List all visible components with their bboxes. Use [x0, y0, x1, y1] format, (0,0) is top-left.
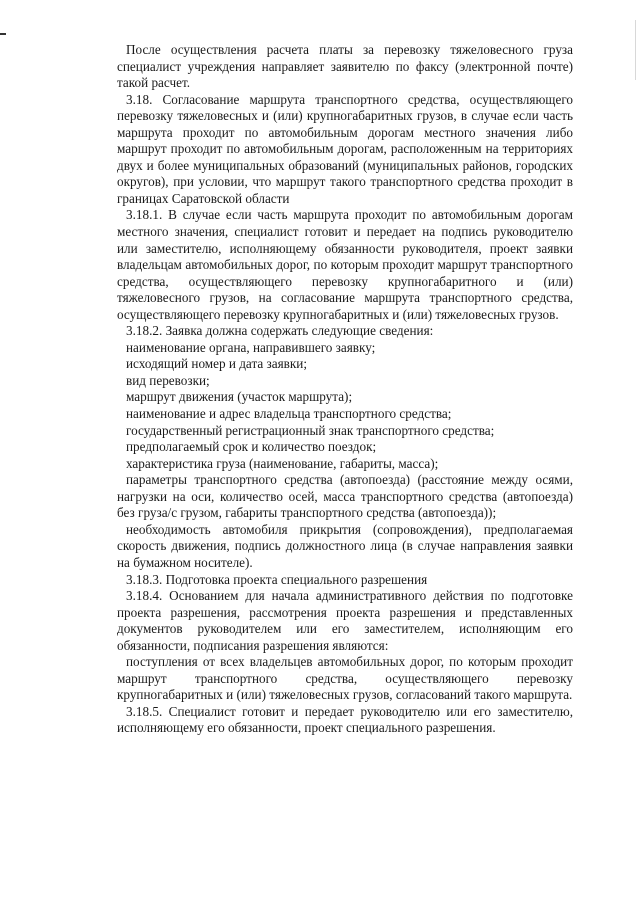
- list-item: вид перевозки;: [126, 372, 210, 388]
- scan-margin-mark: [0, 33, 6, 35]
- list-item: предполагаемый срок и количество поездок;: [126, 439, 377, 455]
- list-item: наименование и адрес владельца транспортного средства;: [126, 406, 452, 422]
- list-item: государственный регистрационный знак транспортного средства;: [126, 422, 495, 438]
- paragraph-approvals: поступления от всех владельцев автомобильных дорог, по которым проходит маршрут транспортного средства, осуществляющего перевозку крупногабаритных и (или) тяжеловесных грузов, согласований такого маршрута.: [117, 654, 573, 703]
- list-item: маршрут движения (участок маршрута);: [126, 389, 353, 405]
- paragraph-payment-calculation: После осуществления расчета платы за перевозку тяжеловесного груза специалист учреждения направляет заявителю по факсу (электронной почте) такой расчет.: [117, 42, 573, 91]
- list-item: исходящий номер и дата заявки;: [126, 356, 308, 372]
- scan-edge-shadow: [635, 20, 636, 80]
- paragraph-3-18-1: 3.18.1. В случае если часть маршрута проходит по автомобильным дорогам местного значения, специалист готовит и передает на подпись руководителю или заместителю, исполняющему обязанности руководителя, проект заявки владельцам автомобильных дорог, по которым проходит маршрут транспортного средства, осуществляющего перевозку крупногабаритного и (или) тяжеловесного грузов, на согласование маршрута транспортного средства, осуществляющего перевозку крупногабаритных и (или) тяжеловесных грузов.: [117, 207, 573, 322]
- document-body: [117, 42, 573, 737]
- list-item: наименование органа, направившего заявку;: [126, 339, 376, 355]
- list-item: необходимость автомобиля прикрытия (сопровождения), предполагаемая скорость движения, подпись должностного лица (в случае направления заявки на бумажном носителе).: [117, 521, 573, 570]
- paragraph-3-18-4: 3.18.4. Основанием для начала административного действия по подготовке проекта разрешения, рассмотрения проекта разрешения и представленных документов руководителем или его заместителем, исполняющим его обязанности, подписания разрешения являются:: [117, 588, 573, 653]
- paragraph-3-18-5: 3.18.5. Специалист готовит и передает руководителю или его заместителю, исполняющему его обязанности, проект специального разрешения.: [117, 703, 573, 736]
- paragraph-3-18-2: 3.18.2. Заявка должна содержать следующие сведения:: [126, 323, 434, 339]
- list-item: характеристика груза (наименование, габариты, масса);: [126, 455, 439, 471]
- paragraph-3-18: 3.18. Согласование маршрута транспортного средства, осуществляющего перевозку тяжеловесных и (или) крупногабаритных грузов, в случае если часть маршрута проходит по автомобильным дорогам местного значения либо маршрут проходит по автомобильным дорогам, расположенным на территориях двух и более муниципальных образований (муниципальных районов, городских округов), при условии, что маршрут такого транспортного средства проходит в границах Саратовской области: [117, 91, 573, 206]
- list-item: параметры транспортного средства (автопоезда) (расстояние между осями, нагрузки на оси, количество осей, масса транспортного средства (автопоезда) без груза/с грузом, габариты транспортного средства (автопоезда));: [117, 472, 573, 521]
- paragraph-3-18-3: 3.18.3. Подготовка проекта специального разрешения: [126, 571, 428, 587]
